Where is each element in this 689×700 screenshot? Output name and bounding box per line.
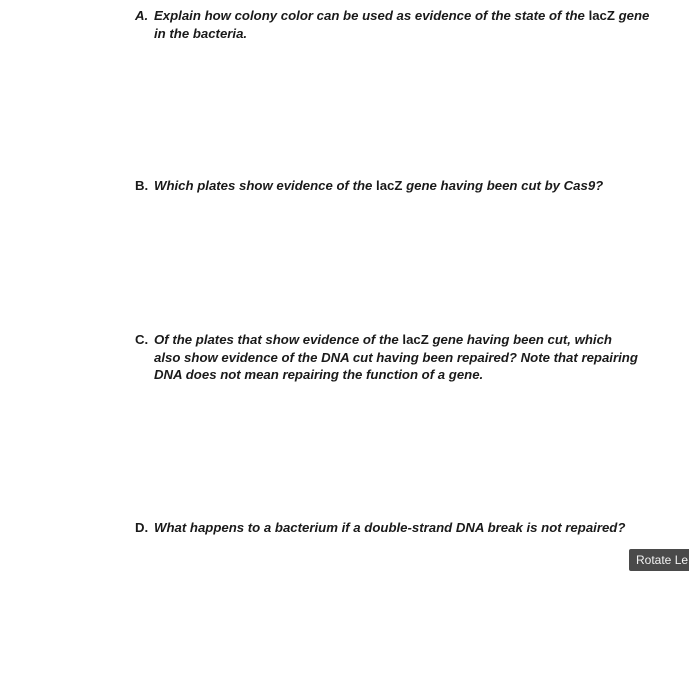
question-c: [135, 331, 655, 384]
question-c-text: [135, 331, 655, 384]
question-d-text: What happens to a bacterium if a double-strand DNA break is not repaired?: [154, 520, 626, 535]
question-d: [135, 519, 655, 537]
question-b-text: [135, 177, 655, 195]
question-d-letter: D.: [135, 520, 149, 535]
question-c-gene-name: lacZ: [402, 332, 429, 347]
question-a-letter: A.: [135, 8, 149, 23]
question-c-line1-after: gene having been cut, which: [428, 332, 612, 347]
question-b-after: gene having been cut by Cas9?: [402, 178, 604, 193]
question-c-letter: C.: [135, 332, 149, 347]
question-a-line1-after: gene: [614, 8, 650, 23]
question-b-gene-name: lacZ: [376, 178, 403, 193]
question-a: [135, 7, 655, 42]
question-a-gene-name: lacZ: [588, 8, 615, 23]
question-a-text: [135, 7, 655, 42]
question-b-letter: B.: [135, 178, 149, 193]
question-c-line3: DNA does not mean repairing the function of a gene.: [154, 367, 484, 382]
question-a-line2: in the bacteria.: [154, 25, 248, 41]
rotate-left-button[interactable]: Rotate Le: [629, 549, 689, 571]
question-c-line2: also show evidence of the DNA cut having been repaired? Note that repairing: [154, 349, 638, 365]
question-b: [135, 177, 655, 195]
question-a-line1-before: Explain how colony color can be used as evidence of the state of the: [154, 8, 589, 23]
question-c-line1-before: Of the plates that show evidence of the: [154, 332, 403, 347]
question-b-before: Which plates show evidence of the: [154, 178, 377, 193]
